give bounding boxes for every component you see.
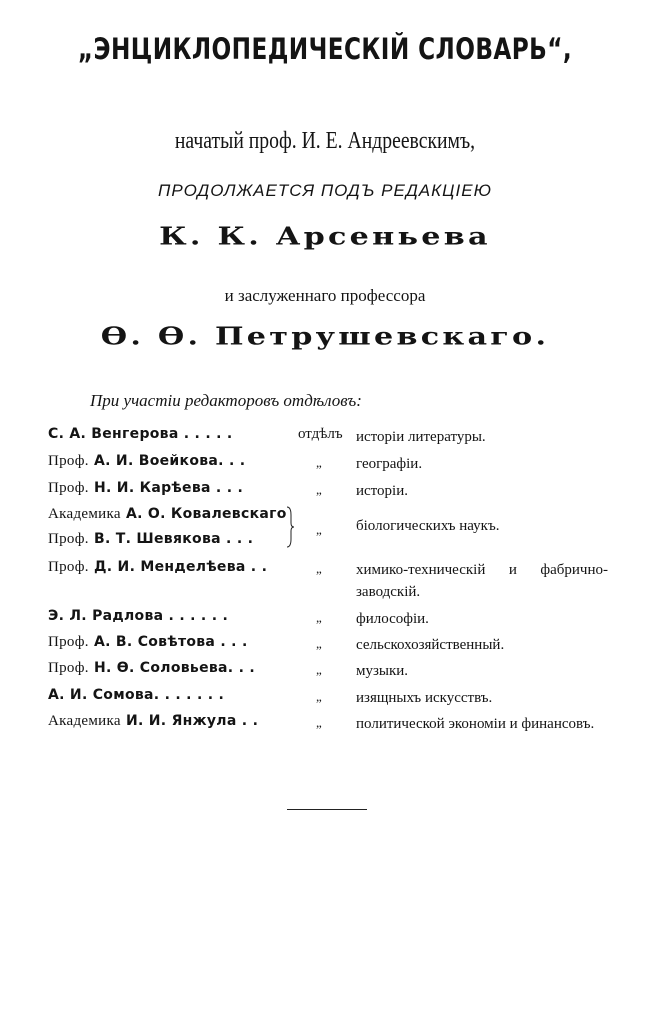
department-prefix: отдѣлъ <box>298 426 343 442</box>
ditto-mark: „ <box>316 561 322 576</box>
ditto-mark: „ <box>316 482 322 497</box>
chief-editor-name: К. К. Арсеньева <box>159 222 491 251</box>
participation-heading: При участіи редакторовъ отдѣловъ: <box>90 391 362 410</box>
department-name: изящныхъ искусствъ. <box>356 690 493 706</box>
editor-name: А. И. Сомова. . . . . . . <box>48 687 225 703</box>
editor-name: Проф. Н. И. Карѣева . . . <box>48 480 244 496</box>
ditto-mark: „ <box>316 636 322 651</box>
ditto-mark: „ <box>316 662 322 677</box>
founder-line: начатый проф. И. Е. Андреевскимъ, <box>174 128 476 154</box>
department-name: исторіи. <box>356 483 408 499</box>
ditto-mark: „ <box>316 455 322 470</box>
editor-name: Проф. А. В. Совѣтова . . . <box>48 634 248 650</box>
department-name: сельскохозяйственный. <box>356 637 505 653</box>
editor-name: Проф. Н. Ѳ. Соловьева. . . <box>48 660 255 676</box>
ditto-mark: „ <box>316 715 322 730</box>
editor-name: Академика А. О. Ковалевскаго <box>48 506 287 522</box>
department-name: географіи. <box>356 456 423 472</box>
dictionary-title: „ЭНЦИКЛОПЕДИЧЕСКІЙ СЛОВАРЬ“, <box>77 32 573 66</box>
department-name: біологическихъ наукъ. <box>356 518 500 534</box>
department-name: философіи. <box>356 611 429 627</box>
department-name: исторіи литературы. <box>356 429 486 445</box>
editor-name: Академика И. И. Янжула . . <box>48 713 259 729</box>
professor-line: и заслуженнаго профессора <box>224 286 426 305</box>
co-editor-name: Ѳ. Ѳ. Петрушевскаго. <box>100 322 550 351</box>
department-name: химико-техническій и фабрично-заводскій. <box>356 562 608 600</box>
ditto-mark: „ <box>316 689 322 704</box>
editor-name: С. А. Венгерова . . . . . <box>48 426 233 442</box>
ditto-mark: „ <box>316 610 322 625</box>
editor-name: Проф. Д. И. Менделѣева . . <box>48 559 268 575</box>
department-name: политической экономіи и финансовъ. <box>356 716 595 732</box>
divider-rule <box>287 809 367 810</box>
editor-name: Проф. А. И. Воейкова. . . <box>48 453 246 469</box>
continued-line: ПРОДОЛЖАЕТСЯ ПОДЪ РЕДАКЦІЕЮ <box>158 181 492 200</box>
editor-name: Проф. В. Т. Шевякова . . . <box>48 531 254 547</box>
ditto-mark: „ <box>316 522 322 537</box>
brace-icon <box>286 505 294 549</box>
editor-name: Э. Л. Радлова . . . . . . <box>48 608 229 624</box>
department-name: музыки. <box>356 663 409 679</box>
